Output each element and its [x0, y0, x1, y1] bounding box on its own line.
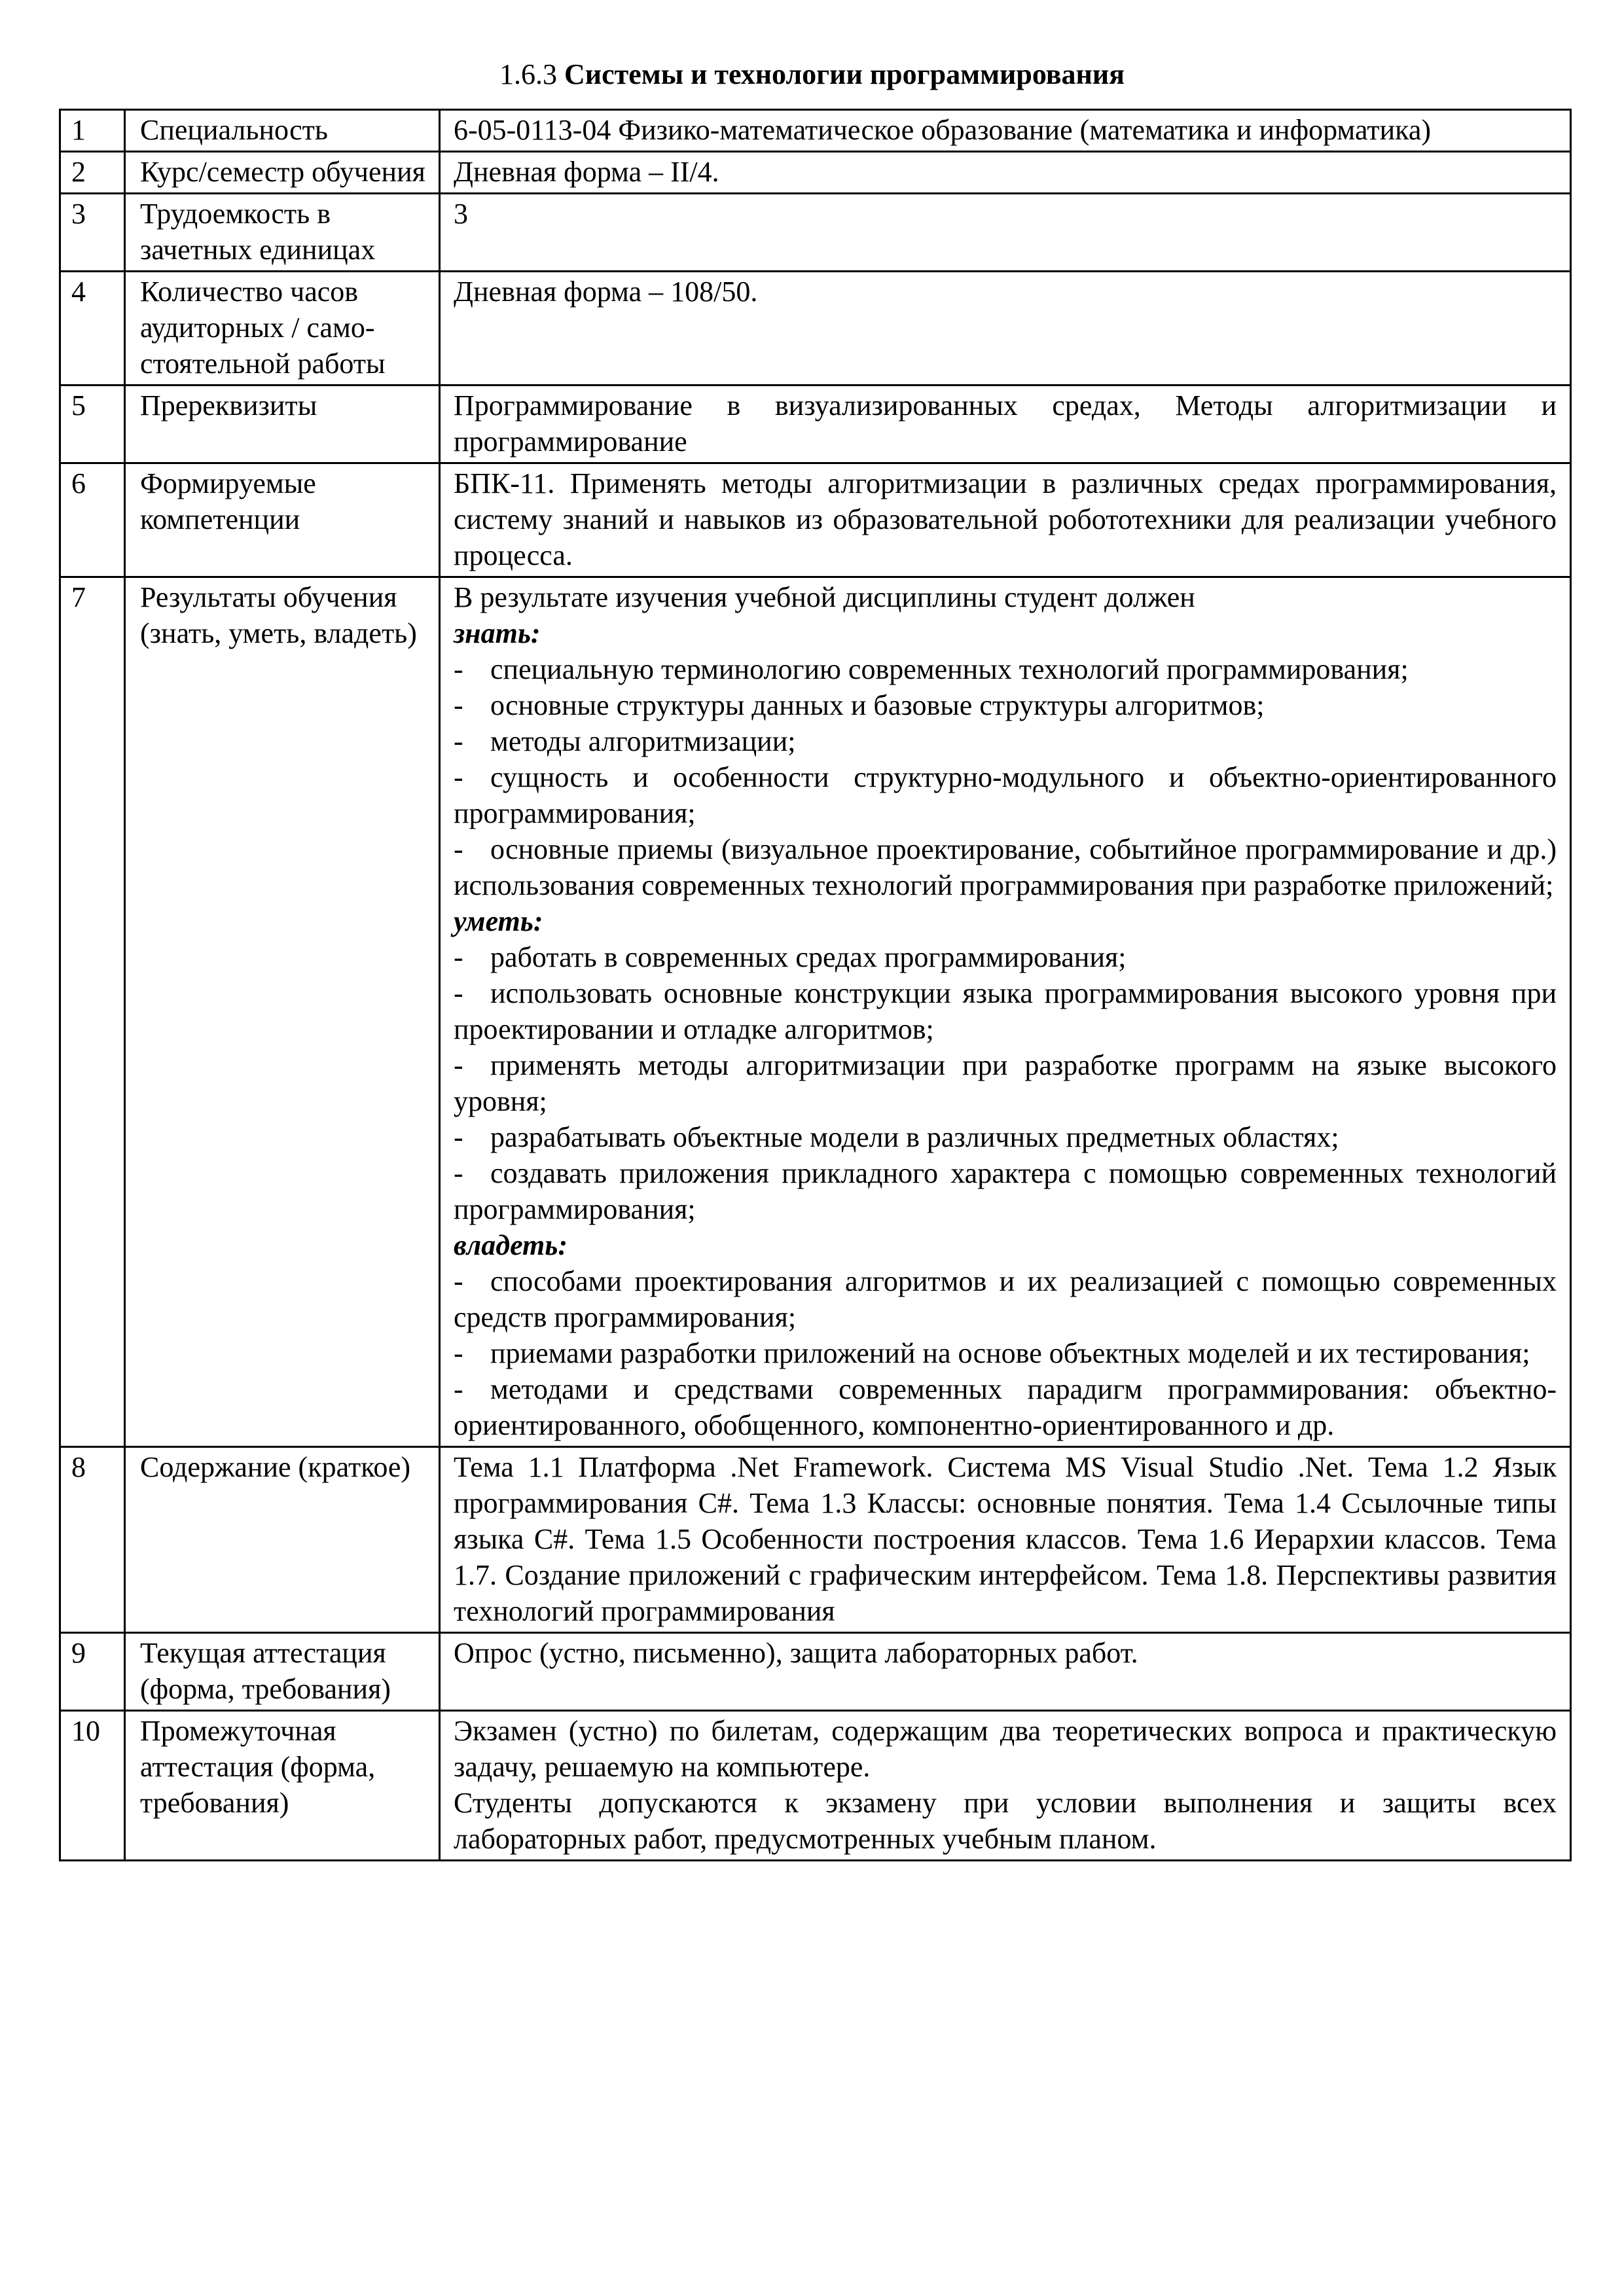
- row-number: 6: [60, 463, 125, 577]
- table-row: [60, 194, 1571, 272]
- section-title: Системы и технологии программирования: [564, 58, 1125, 90]
- list-item: - создавать приложения прикладного характера с помощью современных технологий программирования;: [454, 1157, 1557, 1225]
- row-value: 6-05-0113-04 Физико-математическое образование (математика и информатика): [440, 110, 1571, 152]
- row-label: Текущая аттестация (форма, требования): [125, 1633, 440, 1711]
- row-label: Трудоемкость в зачетных единицах: [125, 194, 440, 272]
- row-value: Дневная форма – II/4.: [440, 152, 1571, 194]
- row-number: 7: [60, 577, 125, 1447]
- row-number: 9: [60, 1633, 125, 1711]
- table-row: [60, 1711, 1571, 1861]
- own-heading: владеть:: [454, 1229, 568, 1261]
- row-label: Формируемые компетенции: [125, 463, 440, 577]
- table-row: [60, 577, 1571, 1447]
- row-label: Результаты обучения (знать, уметь, владеть): [125, 577, 440, 1447]
- table-row: [60, 152, 1571, 194]
- list-item: - применять методы алгоритмизации при разработке программ на языке высокого уровня;: [454, 1049, 1557, 1117]
- row-value: Программирование в визуализированных средах, Методы алгоритмизации и программирование: [440, 386, 1571, 463]
- table-row: [60, 1633, 1571, 1711]
- outcomes-intro: В результате изучения учебной дисциплины студент должен: [454, 581, 1195, 613]
- row-number: 10: [60, 1711, 125, 1861]
- course-spec-table: [59, 109, 1572, 1861]
- table-row: [60, 110, 1571, 152]
- row-number: 3: [60, 194, 125, 272]
- section-number: 1.6.3: [499, 58, 557, 90]
- row-label: Курс/семестр обучения: [125, 152, 440, 194]
- row-value-outcomes: [440, 577, 1571, 1447]
- list-item: - основные структуры данных и базовые структуры алгоритмов;: [454, 689, 1265, 721]
- row-value: [440, 1711, 1571, 1861]
- row-number: 4: [60, 272, 125, 386]
- exam-description: Экзамен (устно) по билетам, содержащим два теоретических вопроса и практическую задачу, решаемую на компьютере.: [454, 1715, 1557, 1783]
- list-item: - приемами разработки приложений на основе объектных моделей и их тестирования;: [454, 1337, 1530, 1369]
- row-value: Дневная форма – 108/50.: [440, 272, 1571, 386]
- table-row: [60, 386, 1571, 463]
- list-item: - основные приемы (визуальное проектирование, событийное программирование и др.) использования современных технологий программирования при разработке приложений;: [454, 833, 1557, 901]
- list-item: - сущность и особенности структурно-модульного и объектно-ориентированного программирования;: [454, 761, 1557, 829]
- list-item: - разрабатывать объектные модели в различных предметных областях;: [454, 1121, 1339, 1153]
- row-label: Специальность: [125, 110, 440, 152]
- list-item: - работать в современных средах программирования;: [454, 941, 1127, 973]
- row-value: 3: [440, 194, 1571, 272]
- row-value: Тема 1.1 Платформа .Net Framework. Система MS Visual Studio .Net. Тема 1.2 Язык программирования C#. Тема 1.3 Классы: основные понятия. Тема 1.4 Ссылочные типы языка C#. Тема 1.5 Особенности построения классов. Тема 1.6 Иерархии классов. Тема 1.7. Создание приложений с графическим интерфейсом. Тема 1.8. Перспективы развития технологий программирования: [440, 1447, 1571, 1633]
- row-label: Промежуточная аттестация (форма, требования): [125, 1711, 440, 1861]
- row-number: 8: [60, 1447, 125, 1633]
- can-heading: уметь:: [454, 905, 543, 937]
- row-number: 5: [60, 386, 125, 463]
- list-item: - специальную терминологию современных технологий программирования;: [454, 653, 1409, 685]
- exam-admission: Студенты допускаются к экзамену при условии выполнения и защиты всех лабораторных работ, предусмотренных учебным планом.: [454, 1787, 1557, 1855]
- row-label: Содержание (краткое): [125, 1447, 440, 1633]
- row-label: Пререквизиты: [125, 386, 440, 463]
- row-number: 2: [60, 152, 125, 194]
- table-row: [60, 463, 1571, 577]
- page-title: [0, 56, 1624, 93]
- table-row: [60, 272, 1571, 386]
- list-item: - методами и средствами современных парадигм программирования: объектно-ориентированного, обобщенного, компонентно-ориентированного и др.: [454, 1373, 1557, 1441]
- row-value: БПК-11. Применять методы алгоритмизации в различных средах программирования, систему знаний и навыков из образовательной робототехники для реализации учебного процесса.: [440, 463, 1571, 577]
- know-heading: знать:: [454, 617, 541, 649]
- table-row: [60, 1447, 1571, 1633]
- list-item: - использовать основные конструкции языка программирования высокого уровня при проектировании и отладке алгоритмов;: [454, 977, 1557, 1045]
- row-number: 1: [60, 110, 125, 152]
- list-item: - методы алгоритмизации;: [454, 725, 796, 757]
- row-value: Опрос (устно, письменно), защита лабораторных работ.: [440, 1633, 1571, 1711]
- list-item: - способами проектирования алгоритмов и их реализацией с помощью современных средств программирования;: [454, 1265, 1557, 1333]
- row-label: Количество часов аудиторных / само-стоятельной работы: [125, 272, 440, 386]
